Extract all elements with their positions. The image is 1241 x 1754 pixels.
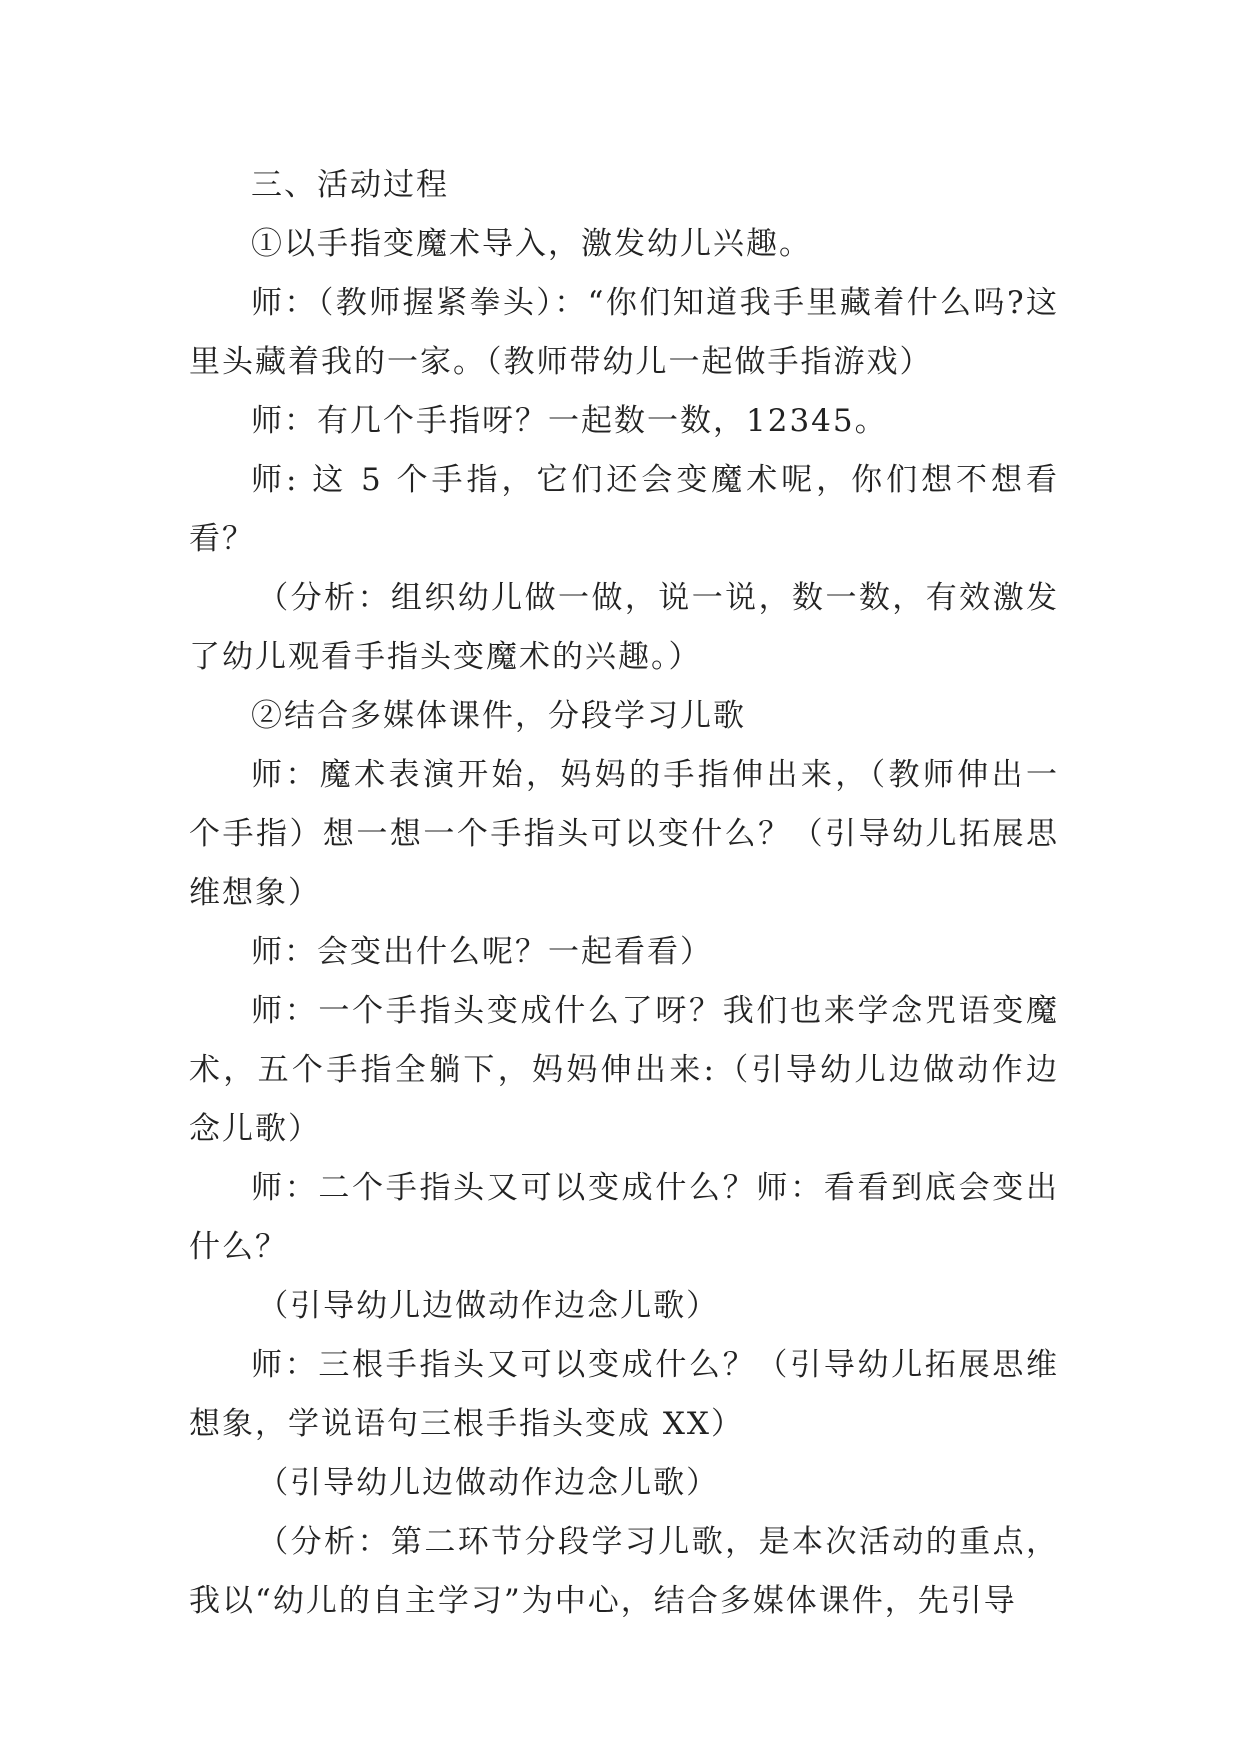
paragraph-what-appears: 师：会变出什么呢？一起看看） [251,934,713,970]
paragraph-two-fingers: 师：二个手指头又可以变成什么？师：看看到底会变出什么？ [189,1170,1059,1265]
step-two-heading: ②结合多媒体课件，分段学习儿歌 [251,698,746,734]
paragraph-magic-show: 师：魔术表演开始，妈妈的手指伸出来，（教师伸出一个手指）想一想一个手指头可以变什么？（引导幼儿拓展思维想象） [189,757,1059,911]
step-one-heading: ①以手指变魔术导入，激发幼儿兴趣。 [251,226,812,262]
section-heading: 三、活动过程 [251,167,449,203]
document-body [189,156,1059,1631]
paragraph-analysis-two: （分析：第二环节分段学习儿歌，是本次活动的重点，我以“幼儿的自主学习”为中心，结合多媒体课件，先引导 [189,1524,1059,1619]
paragraph-analysis-one: （分析：组织幼儿做一做，说一说，数一数，有效激发了幼儿观看手指头变魔术的兴趣。） [189,580,1059,675]
paragraph-magic-question: 师: 这 5 个手指，它们还会变魔术呢，你们想不想看看？ [189,462,1059,557]
paragraph-teacher-fist: 师：（教师握紧拳头）：“你们知道我手里藏着什么吗?这里头藏着我的一家。（教师带幼儿一起做手指游戏） [189,285,1059,380]
paragraph-guide-rhyme-two: （引导幼儿边做动作边念儿歌） [257,1465,720,1501]
paragraph-one-finger: 师：一个手指头变成什么了呀？我们也来学念咒语变魔术，五个手指全躺下，妈妈伸出来:（引导幼儿边做动作边念儿歌） [189,993,1059,1147]
paragraph-count-fingers: 师：有几个手指呀？一起数一数，12345。 [251,403,888,439]
paragraph-guide-rhyme-one: （引导幼儿边做动作边念儿歌） [257,1288,720,1324]
paragraph-three-fingers: 师：三根手指头又可以变成什么？（引导幼儿拓展思维想象，学说语句三根手指头变成 XX） [189,1347,1059,1442]
